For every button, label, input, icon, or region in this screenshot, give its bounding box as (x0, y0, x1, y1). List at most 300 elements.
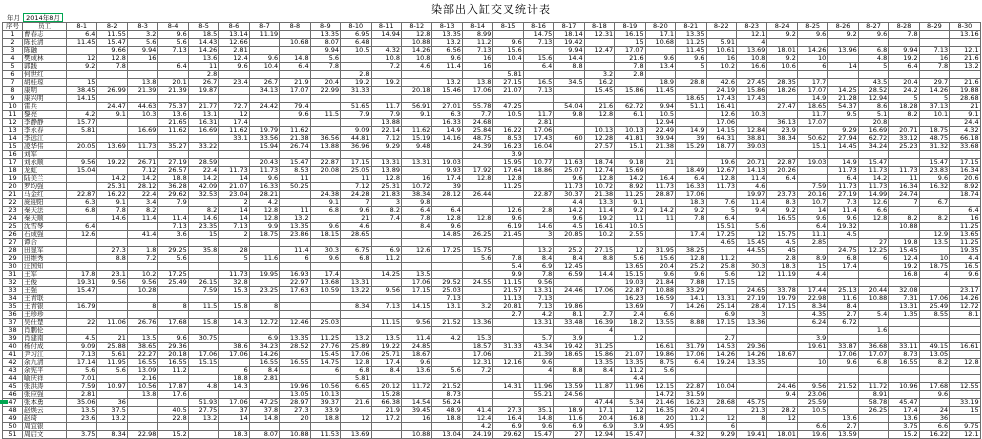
value-cell[interactable]: 12.28 (584, 135, 614, 143)
value-cell[interactable]: 11.2 (706, 255, 736, 263)
value-cell[interactable]: 13.65 (615, 263, 645, 271)
value-cell[interactable]: 23.86 (280, 231, 310, 239)
employee-name-cell[interactable]: 龙虹 (23, 167, 67, 175)
value-cell[interactable]: 11.73 (645, 183, 675, 191)
value-cell[interactable]: 16.33 (432, 119, 462, 127)
value-cell[interactable]: 14.26 (401, 47, 431, 55)
value-cell[interactable]: 19.6 (797, 431, 827, 439)
value-cell[interactable]: 11.4 (584, 207, 614, 215)
value-cell[interactable]: 5 (219, 255, 249, 263)
value-cell[interactable] (493, 239, 523, 247)
value-cell[interactable]: 25.03 (310, 319, 340, 327)
value-cell[interactable]: 8.53 (493, 135, 523, 143)
value-cell[interactable]: 13.31 (523, 319, 553, 327)
value-cell[interactable]: 19.31 (67, 279, 97, 287)
value-cell[interactable]: 11.4 (432, 63, 462, 71)
value-cell[interactable]: 37 (219, 407, 249, 415)
value-cell[interactable]: 25.2 (554, 247, 584, 255)
value-cell[interactable]: 15 (188, 231, 218, 239)
value-cell[interactable]: 6.24 (797, 319, 827, 327)
value-cell[interactable]: 8.8 (97, 255, 127, 263)
value-cell[interactable]: 9.6 (493, 215, 523, 223)
employee-name-cell[interactable]: 沈雪琴 (23, 223, 67, 231)
value-cell[interactable]: 22.4 (127, 191, 157, 199)
employee-name-cell[interactable]: 赵焕云 (23, 407, 67, 415)
value-cell[interactable]: 8.4 (828, 303, 858, 311)
value-cell[interactable]: 15.1 (797, 143, 827, 151)
value-cell[interactable]: 10.88 (401, 39, 431, 47)
value-cell[interactable] (858, 431, 888, 439)
value-cell[interactable]: 17.15 (401, 287, 431, 295)
value-cell[interactable]: 8.4 (523, 255, 553, 263)
value-cell[interactable]: 5 (858, 63, 888, 71)
value-cell[interactable]: 14.8 (249, 415, 279, 423)
value-cell[interactable]: 9.8 (401, 199, 431, 207)
value-cell[interactable]: 18.3 (219, 431, 249, 439)
value-cell[interactable]: 14.9 (797, 95, 827, 103)
value-cell[interactable]: 16.5 (950, 263, 980, 271)
value-cell[interactable]: 62.72 (858, 135, 888, 143)
value-cell[interactable]: 14.26 (249, 351, 279, 359)
value-cell[interactable]: 7.88 (676, 279, 706, 287)
value-cell[interactable]: 13.1 (432, 303, 462, 311)
value-cell[interactable]: 27 (554, 431, 584, 439)
value-cell[interactable]: 6.4 (67, 31, 97, 39)
value-cell[interactable]: 14.25 (371, 271, 401, 279)
value-cell[interactable]: 11 (341, 175, 371, 183)
value-cell[interactable]: 22.87 (767, 159, 797, 167)
value-cell[interactable]: 38.25 (676, 247, 706, 255)
value-cell[interactable]: 16.32 (919, 183, 949, 191)
value-cell[interactable]: 17.14 (67, 359, 97, 367)
value-cell[interactable]: 9.2 (676, 207, 706, 215)
value-cell[interactable]: 22.14 (371, 127, 401, 135)
value-cell[interactable]: 13.59 (828, 431, 858, 439)
value-cell[interactable]: 20.4 (889, 79, 919, 87)
value-cell[interactable]: 7.2 (371, 63, 401, 71)
row-index-cell[interactable]: 22 (3, 199, 23, 207)
value-cell[interactable]: 7.7 (462, 111, 492, 119)
value-cell[interactable]: 10.56 (310, 383, 340, 391)
value-cell[interactable] (858, 415, 888, 423)
value-cell[interactable]: 11.45 (67, 39, 97, 47)
value-cell[interactable]: 17.4 (676, 231, 706, 239)
value-cell[interactable]: 15 (950, 407, 980, 415)
value-cell[interactable]: 33.12 (889, 135, 919, 143)
value-cell[interactable]: 17.43 (523, 135, 553, 143)
value-cell[interactable]: 2.8 (188, 71, 218, 79)
value-cell[interactable]: 7 (341, 199, 371, 207)
value-cell[interactable]: 14.6 (523, 223, 553, 231)
value-cell[interactable]: 16.15 (615, 31, 645, 39)
day-column-header[interactable]: 8-5 (188, 23, 218, 31)
value-cell[interactable]: 14.6 (97, 215, 127, 223)
value-cell[interactable]: 12.4 (889, 255, 919, 263)
value-cell[interactable] (493, 391, 523, 399)
value-cell[interactable]: 14.75 (310, 359, 340, 367)
value-cell[interactable] (706, 367, 736, 375)
value-cell[interactable]: 18.77 (706, 143, 736, 151)
value-cell[interactable]: 37.8 (249, 407, 279, 415)
value-cell[interactable]: 12 (736, 231, 766, 239)
row-index-cell[interactable]: 5 (3, 63, 23, 71)
value-cell[interactable]: 16.39 (584, 319, 614, 327)
value-cell[interactable] (462, 287, 492, 295)
value-cell[interactable]: 10.3 (736, 111, 766, 119)
value-cell[interactable]: 16.04 (523, 143, 553, 151)
value-cell[interactable]: 7.9 (341, 111, 371, 119)
value-cell[interactable]: 18.8 (432, 415, 462, 423)
value-cell[interactable]: 13.35 (280, 223, 310, 231)
employee-name-cell[interactable]: 王青联 (23, 295, 67, 303)
employee-name-cell[interactable]: 余九清 (23, 359, 67, 367)
value-cell[interactable]: 6.6 (797, 423, 827, 431)
value-cell[interactable]: 19.22 (97, 159, 127, 167)
value-cell[interactable]: 16.79 (67, 303, 97, 311)
value-cell[interactable]: 14.9 (432, 127, 462, 135)
value-cell[interactable]: 28.65 (341, 231, 371, 239)
value-cell[interactable]: 10.96 (889, 383, 919, 391)
value-cell[interactable]: 26.57 (158, 167, 188, 175)
value-cell[interactable]: 60 (554, 135, 584, 143)
value-cell[interactable] (97, 127, 127, 135)
value-cell[interactable] (736, 367, 766, 375)
row-index-cell[interactable]: 34 (3, 295, 23, 303)
value-cell[interactable]: 29.25 (158, 247, 188, 255)
value-cell[interactable]: 13.35 (432, 31, 462, 39)
value-cell[interactable]: 24.38 (310, 191, 340, 199)
value-cell[interactable]: 25.2 (676, 263, 706, 271)
value-cell[interactable]: 13.2 (341, 335, 371, 343)
value-cell[interactable]: 13.35 (615, 359, 645, 367)
row-index-cell[interactable]: 12 (3, 119, 23, 127)
value-cell[interactable]: 48.75 (462, 135, 492, 143)
value-cell[interactable]: 11.6 (554, 415, 584, 423)
value-cell[interactable]: 12 (341, 415, 371, 423)
value-cell[interactable]: 13.8 (462, 79, 492, 87)
value-cell[interactable]: 3.9 (797, 335, 827, 343)
value-cell[interactable]: 8.2 (371, 207, 401, 215)
value-cell[interactable]: 27.19 (158, 159, 188, 167)
value-cell[interactable]: 32.08 (889, 287, 919, 295)
value-cell[interactable]: 4.32 (950, 127, 980, 135)
value-cell[interactable] (310, 295, 340, 303)
value-cell[interactable]: 9.18 (615, 159, 645, 167)
value-cell[interactable]: 4.2 (523, 311, 553, 319)
value-cell[interactable]: 9.2 (67, 63, 97, 71)
value-cell[interactable]: 8.73 (432, 391, 462, 399)
value-cell[interactable] (280, 303, 310, 311)
value-cell[interactable] (341, 55, 371, 63)
value-cell[interactable]: 15.45 (736, 239, 766, 247)
value-cell[interactable]: 15.45 (889, 247, 919, 255)
value-cell[interactable]: 79.4 (280, 103, 310, 111)
row-index-cell[interactable]: 40 (3, 343, 23, 351)
value-cell[interactable]: 33.48 (554, 319, 584, 327)
row-index-cell[interactable]: 8 (3, 87, 23, 95)
value-cell[interactable]: 36 (919, 415, 949, 423)
employee-name-cell[interactable]: 何世红 (23, 71, 67, 79)
employee-name-cell[interactable]: 肖建南 (23, 335, 67, 343)
value-cell[interactable]: 17.07 (280, 87, 310, 95)
value-cell[interactable]: 26.71 (127, 159, 157, 167)
value-cell[interactable]: 5 (676, 63, 706, 71)
value-cell[interactable]: 6.4 (158, 63, 188, 71)
value-cell[interactable]: 43.34 (523, 343, 553, 351)
value-cell[interactable]: 20.8 (858, 119, 888, 127)
value-cell[interactable]: 21.38 (584, 191, 614, 199)
value-cell[interactable]: 2.81 (523, 119, 553, 127)
value-cell[interactable]: 4.2 (67, 111, 97, 119)
value-cell[interactable]: 24.46 (767, 383, 797, 391)
value-cell[interactable]: 12.6 (493, 207, 523, 215)
value-cell[interactable]: 7.12 (341, 183, 371, 191)
value-cell[interactable]: 31.95 (645, 247, 675, 255)
employee-name-cell[interactable]: 谭合 (23, 239, 67, 247)
value-cell[interactable]: 7.2 (127, 255, 157, 263)
value-cell[interactable]: 15.75 (462, 247, 492, 255)
value-cell[interactable] (828, 391, 858, 399)
value-cell[interactable]: 19.2 (371, 79, 401, 87)
day-column-header[interactable]: 8-17 (554, 23, 584, 31)
value-cell[interactable]: 10.5 (493, 111, 523, 119)
value-cell[interactable]: 6.4 (797, 223, 827, 231)
value-cell[interactable]: 18.67 (767, 351, 797, 359)
value-cell[interactable]: 27.19 (828, 191, 858, 199)
value-cell[interactable]: 9.6 (554, 215, 584, 223)
value-cell[interactable]: 16 (462, 63, 492, 71)
value-cell[interactable]: 15.47 (97, 39, 127, 47)
value-cell[interactable]: 16 (919, 55, 949, 63)
value-cell[interactable]: 16.22 (97, 191, 127, 199)
value-cell[interactable]: 11.55 (97, 31, 127, 39)
employee-name-cell[interactable]: 喻庆祥 (23, 375, 67, 383)
value-cell[interactable] (341, 311, 371, 319)
value-cell[interactable]: 15.6 (645, 255, 675, 263)
value-cell[interactable]: 11.6 (828, 295, 858, 303)
value-cell[interactable]: 42.6 (706, 79, 736, 87)
value-cell[interactable]: 16.35 (645, 407, 675, 415)
value-cell[interactable]: 22.27 (127, 351, 157, 359)
value-cell[interactable]: 11.7 (371, 103, 401, 111)
value-cell[interactable]: 26.25 (462, 231, 492, 239)
value-cell[interactable]: 32.8 (219, 279, 249, 287)
value-cell[interactable]: 5.1 (858, 111, 888, 119)
value-cell[interactable]: 10.56 (127, 383, 157, 391)
value-cell[interactable]: 30.3 (736, 263, 766, 271)
value-cell[interactable]: 10.68 (280, 39, 310, 47)
value-cell[interactable]: 4.95 (645, 423, 675, 431)
value-cell[interactable]: 6.6 (858, 207, 888, 215)
value-cell[interactable]: 17.1 (584, 407, 614, 415)
value-cell[interactable]: 16.55 (889, 359, 919, 367)
value-cell[interactable]: 31.33 (341, 87, 371, 95)
value-cell[interactable]: 19.96 (280, 383, 310, 391)
value-cell[interactable]: 2 (219, 231, 249, 239)
value-cell[interactable]: 26.44 (462, 191, 492, 199)
employee-name-cell[interactable]: 田显军 (23, 247, 67, 255)
value-cell[interactable]: 4 (584, 327, 614, 335)
value-cell[interactable]: 21 (97, 335, 127, 343)
value-cell[interactable]: 10.61 (706, 47, 736, 55)
value-cell[interactable]: 9.6 (158, 31, 188, 39)
value-cell[interactable]: 14.2 (188, 175, 218, 183)
value-cell[interactable] (523, 175, 553, 183)
value-cell[interactable]: 10.5 (615, 223, 645, 231)
value-cell[interactable]: 25.49 (919, 303, 949, 311)
value-cell[interactable]: 17.43 (706, 95, 736, 103)
value-cell[interactable]: 21.6 (950, 79, 980, 87)
value-cell[interactable]: 9.6 (676, 271, 706, 279)
value-cell[interactable]: 48.9 (432, 407, 462, 415)
value-cell[interactable]: 13.05 (280, 391, 310, 399)
value-cell[interactable]: 4.32 (676, 431, 706, 439)
value-cell[interactable]: 13.05 (919, 351, 949, 359)
value-cell[interactable] (280, 295, 310, 303)
value-cell[interactable]: 8.1 (554, 311, 584, 319)
row-index-cell[interactable]: 26 (3, 231, 23, 239)
value-cell[interactable]: 13.2 (97, 415, 127, 423)
value-cell[interactable] (919, 319, 949, 327)
value-cell[interactable] (950, 319, 980, 327)
value-cell[interactable]: 9.9 (493, 271, 523, 279)
value-cell[interactable]: 33.11 (889, 343, 919, 351)
value-cell[interactable]: 21.39 (127, 87, 157, 95)
value-cell[interactable]: 16.34 (950, 167, 980, 175)
value-cell[interactable]: 3 (523, 231, 553, 239)
value-cell[interactable]: 6.4 (67, 223, 97, 231)
value-cell[interactable]: 11.4 (736, 199, 766, 207)
value-cell[interactable]: 20.85 (554, 231, 584, 239)
value-cell[interactable]: 7.12 (127, 167, 157, 175)
value-cell[interactable] (310, 303, 340, 311)
value-cell[interactable]: 10.5 (341, 47, 371, 55)
value-cell[interactable]: 11.06 (97, 319, 127, 327)
value-cell[interactable]: 2.55 (615, 231, 645, 239)
value-cell[interactable]: 24.68 (462, 119, 492, 127)
day-column-header[interactable]: 8-10 (341, 23, 371, 31)
value-cell[interactable]: 19.87 (188, 87, 218, 95)
value-cell[interactable]: 15.3 (219, 287, 249, 295)
value-cell[interactable]: 15.04 (67, 167, 97, 175)
value-cell[interactable]: 17.06 (219, 399, 249, 407)
value-cell[interactable] (371, 231, 401, 239)
value-cell[interactable]: 18.74 (584, 159, 614, 167)
value-cell[interactable]: 14.26 (919, 87, 949, 95)
value-cell[interactable]: 45.47 (889, 399, 919, 407)
value-cell[interactable]: 10.5 (797, 407, 827, 415)
value-cell[interactable]: 8.99 (462, 31, 492, 39)
value-cell[interactable]: 18.65 (797, 103, 827, 111)
value-cell[interactable]: 25.31 (371, 183, 401, 191)
value-cell[interactable] (676, 111, 706, 119)
value-cell[interactable]: 16.41 (706, 103, 736, 111)
value-cell[interactable]: 12.8 (584, 175, 614, 183)
value-cell[interactable]: 11.4 (127, 215, 157, 223)
value-cell[interactable]: 14.8 (523, 415, 553, 423)
value-cell[interactable]: 15.95 (493, 159, 523, 167)
value-cell[interactable]: 51.1 (676, 103, 706, 111)
value-cell[interactable]: 6.3 (67, 199, 97, 207)
value-cell[interactable]: 10 (797, 359, 827, 367)
value-cell[interactable]: 22.87 (523, 191, 553, 199)
value-cell[interactable]: 24.56 (554, 391, 584, 399)
value-cell[interactable]: 4.5 (767, 239, 797, 247)
value-cell[interactable]: 14.15 (401, 303, 431, 311)
value-cell[interactable]: 11.53 (310, 431, 340, 439)
value-cell[interactable]: 51.65 (341, 103, 371, 111)
value-cell[interactable]: 9.2 (615, 207, 645, 215)
value-cell[interactable]: 28.35 (767, 79, 797, 87)
value-cell[interactable]: 11.73 (554, 183, 584, 191)
value-cell[interactable]: 13.35 (736, 359, 766, 367)
value-cell[interactable]: 20.05 (67, 143, 97, 151)
value-cell[interactable]: 6.9 (584, 423, 614, 431)
value-cell[interactable]: 35.27 (158, 143, 188, 151)
value-cell[interactable]: 14.4 (554, 55, 584, 63)
value-cell[interactable]: 28.59 (188, 159, 218, 167)
value-cell[interactable]: 20.18 (158, 351, 188, 359)
value-cell[interactable]: 33.29 (676, 287, 706, 295)
value-cell[interactable]: 16.23 (615, 295, 645, 303)
value-cell[interactable]: 16 (706, 55, 736, 63)
employee-name-cell[interactable]: 李静静 (23, 119, 67, 127)
value-cell[interactable]: 11.2 (158, 367, 188, 375)
value-cell[interactable]: 45.75 (736, 399, 766, 407)
employee-name-cell[interactable]: 王军 (23, 271, 67, 279)
value-cell[interactable]: 9.6 (280, 111, 310, 119)
value-cell[interactable]: 9.6 (828, 359, 858, 367)
employee-name-cell[interactable]: 王青银 (23, 303, 67, 311)
value-cell[interactable]: 47.25 (493, 103, 523, 111)
value-cell[interactable]: 9.4 (736, 207, 766, 215)
value-cell[interactable]: 9.6 (919, 175, 949, 183)
value-cell[interactable]: 16.61 (950, 343, 980, 351)
value-cell[interactable]: 12.8 (462, 175, 492, 183)
value-cell[interactable]: 24.74 (889, 191, 919, 199)
value-cell[interactable]: 5.6 (645, 367, 675, 375)
value-cell[interactable]: 9.6 (797, 215, 827, 223)
value-cell[interactable]: 5.91 (706, 39, 736, 47)
day-column-header[interactable]: 8-9 (310, 23, 340, 31)
value-cell[interactable]: 28 (219, 247, 249, 255)
value-cell[interactable]: 12.4 (219, 55, 249, 63)
value-cell[interactable] (219, 327, 249, 335)
value-cell[interactable]: 8.3 (767, 199, 797, 207)
value-cell[interactable]: 55.21 (523, 391, 553, 399)
value-cell[interactable]: 7.6 (706, 199, 736, 207)
value-cell[interactable]: 17.1 (645, 31, 675, 39)
value-cell[interactable]: 2.81 (219, 47, 249, 55)
value-cell[interactable]: 17.6 (158, 391, 188, 399)
value-cell[interactable]: 18.3 (676, 199, 706, 207)
row-index-cell[interactable]: 49 (3, 415, 23, 423)
value-cell[interactable]: 6.9 (371, 247, 401, 255)
value-cell[interactable]: 25.14 (706, 303, 736, 311)
value-cell[interactable] (371, 423, 401, 431)
value-cell[interactable]: 23.04 (219, 191, 249, 199)
value-cell[interactable]: 21.57 (493, 287, 523, 295)
employee-name-cell[interactable]: 吴仕楚 (23, 319, 67, 327)
value-cell[interactable]: 16.23 (493, 143, 523, 151)
value-cell[interactable]: 54.37 (828, 103, 858, 111)
value-cell[interactable]: 11.73 (127, 143, 157, 151)
value-cell[interactable]: 17.64 (493, 167, 523, 175)
value-cell[interactable]: 4.4 (950, 255, 980, 263)
value-cell[interactable]: 24.28 (341, 191, 371, 199)
value-cell[interactable]: 10.68 (645, 39, 675, 47)
value-cell[interactable]: 9.29 (828, 127, 858, 135)
